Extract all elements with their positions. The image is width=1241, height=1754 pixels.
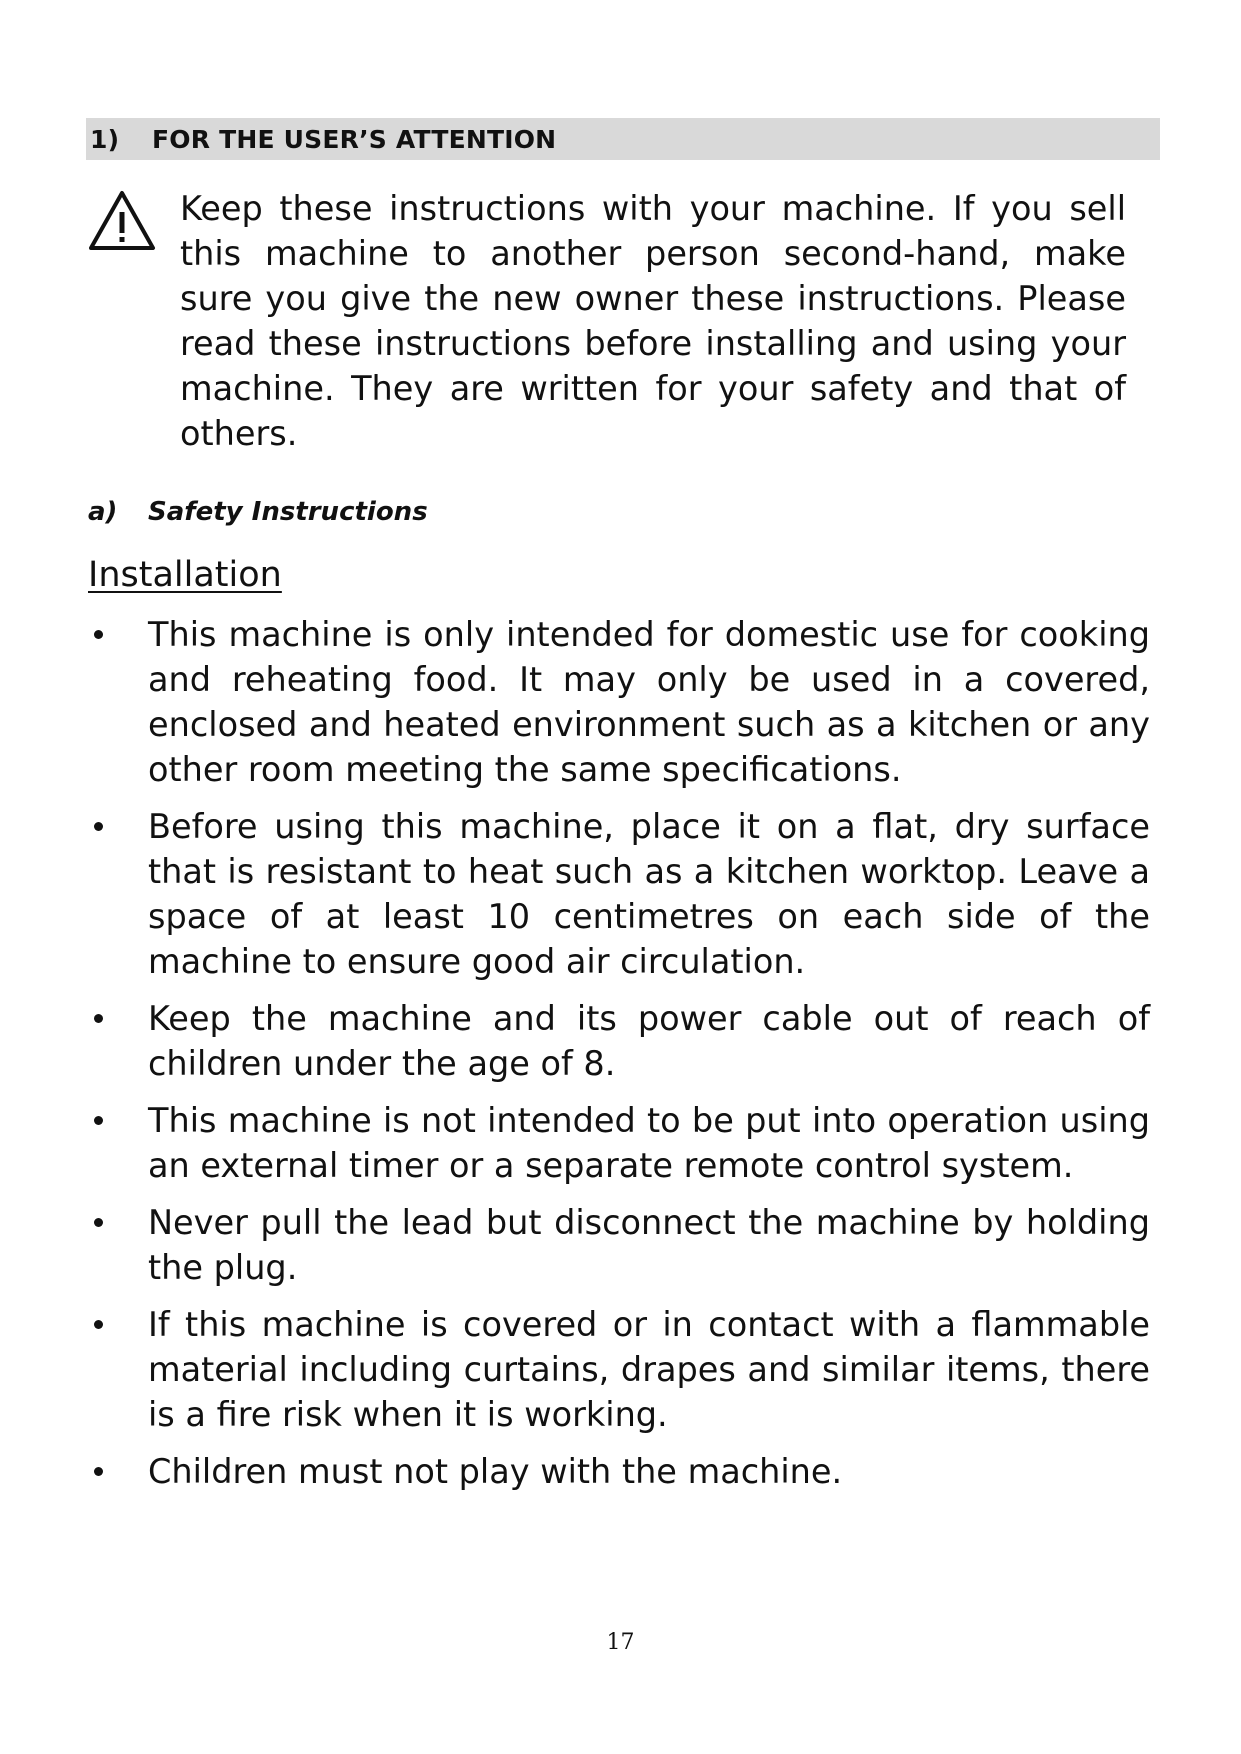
list-item-text: Never pull the lead but disconnect the machine by holding the plug. xyxy=(148,1203,1150,1287)
warning-triangle-icon xyxy=(88,190,156,252)
subsection-title: Safety Instructions xyxy=(148,497,428,527)
list-item-text: Children must not play with the machine. xyxy=(148,1452,843,1491)
bullet-icon xyxy=(94,1014,103,1023)
warning-text: Keep these instructions with your machine. If you sell this machine to another person second-hand, make sure you give the new owner these instructions. Please read these instructions before installing and using your machine. They are written for your safety and that of others. xyxy=(180,189,1126,453)
subsection-number: a) xyxy=(88,497,118,527)
section-number: 1) xyxy=(90,124,120,154)
list-item xyxy=(88,804,1150,984)
list-item xyxy=(88,1200,1150,1290)
installation-heading: Installation xyxy=(88,555,282,595)
list-item xyxy=(88,1098,1150,1188)
subsection-heading xyxy=(88,497,428,527)
bullet-icon xyxy=(94,1320,103,1329)
list-item-text: Keep the machine and its power cable out of reach of children under the age of 8. xyxy=(148,999,1150,1083)
list-item xyxy=(88,612,1150,792)
bullet-icon xyxy=(94,1467,103,1476)
bullet-icon xyxy=(94,822,103,831)
page-number: 17 xyxy=(606,1630,635,1655)
installation-list xyxy=(88,612,1150,1506)
list-item-text: If this machine is covered or in contact with a flammable material including curtains, drapes and similar items, there is a fire risk when it is working. xyxy=(148,1305,1150,1434)
list-item-text: This machine is only intended for domestic use for cooking and reheating food. It may only be used in a covered, enclosed and heated environment such as a kitchen or any other room meeting the same specifications. xyxy=(148,615,1150,789)
list-item xyxy=(88,1302,1150,1437)
bullet-icon xyxy=(94,1116,103,1125)
list-item xyxy=(88,996,1150,1086)
list-item xyxy=(88,1449,1150,1494)
bullet-icon xyxy=(94,1218,103,1227)
list-item-text: Before using this machine, place it on a flat, dry surface that is resistant to heat such as a kitchen worktop. Leave a space of at least 10 centimetres on each side of the machine to ensure good air circulation. xyxy=(148,807,1150,981)
section-heading xyxy=(86,118,1160,160)
list-item-text: This machine is not intended to be put into operation using an external timer or a separate remote control system. xyxy=(148,1101,1150,1185)
bullet-icon xyxy=(94,630,103,639)
section-title: FOR THE USER’S ATTENTION xyxy=(152,124,557,154)
